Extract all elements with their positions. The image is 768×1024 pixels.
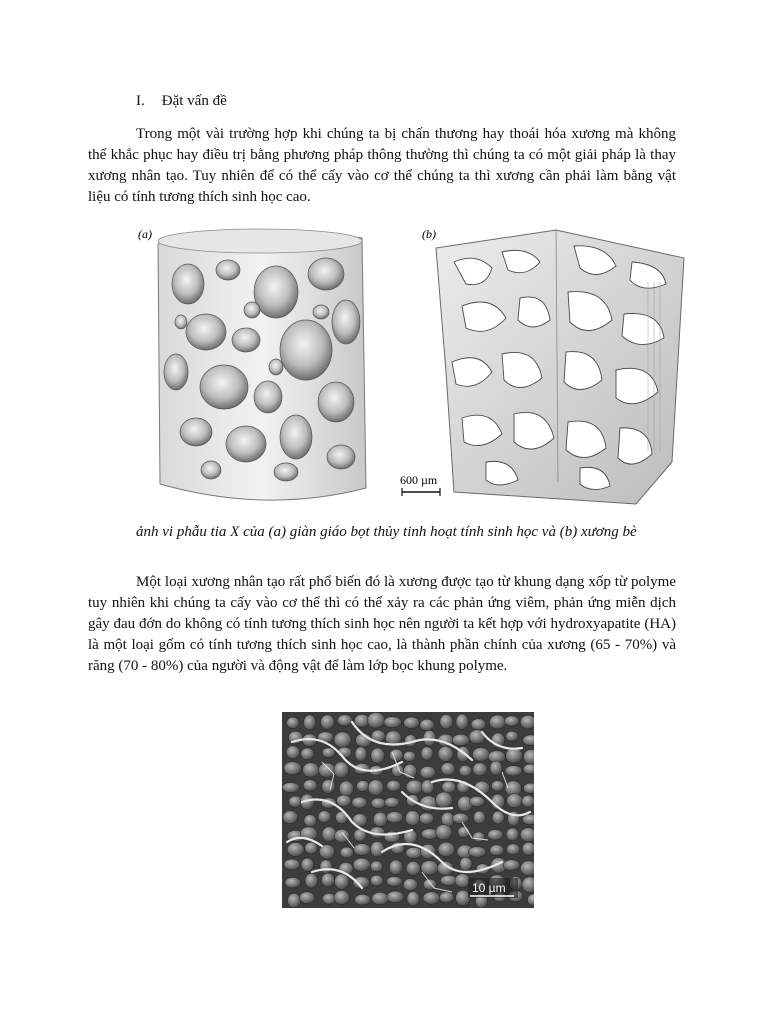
sem-micrograph-image: [282, 712, 534, 908]
paragraph-intro: Trong một vài trường hợp khi chúng ta bị chấn thương hay thoái hóa xương mà không thể khắc phục hay điều trị bằng phương pháp thông thường thì chúng ta có một giải pháp là thay xương nhân tạo. Tuy nhiên để có thể cấy vào cơ thể chúng ta thì xương cần phải làm bằng vật liệu có tính tương thích sinh học cao.: [88, 126, 676, 205]
sem-scale-bar: [468, 878, 518, 898]
sem-scale-label: 10 µm: [472, 881, 506, 895]
scale-bar-label: 600 µm: [400, 473, 438, 487]
section-heading: [136, 93, 227, 110]
figure-label-b: (b): [422, 227, 436, 241]
trabecular-bone-image: [436, 230, 684, 504]
section-title: Đặt vấn đề: [161, 93, 227, 109]
glass-foam-scaffold-image: [158, 229, 366, 500]
figure-caption: ảnh vi phẫu tia X của (a) giàn giáo bọt thủy tinh hoạt tính sinh học và (b) xương bè: [136, 524, 637, 540]
figure-xray-micrographs: [136, 222, 692, 512]
section-number: I.: [136, 93, 145, 109]
figure-label-a: (a): [138, 227, 152, 241]
scale-bar-600um: [400, 473, 440, 496]
paragraph-polymer: Một loại xương nhân tạo rất phổ biến đó là xương được tạo từ khung dạng xốp từ polyme tuy nhiên khi chúng ta cấy vào cơ thể thì có thể xảy ra các phản ứng viêm, phản ứng miễn dịch gây đau đớn do không có tính tương thích sinh học nên người ta kết hợp với hydroxyapatite (HA) là một loại gốm có tính tương thích sinh học cao, là thành phần chính của xương (65 - 70%) và răng (70 - 80%) của người và động vật để làm lớp bọc khung polyme.: [88, 574, 676, 674]
